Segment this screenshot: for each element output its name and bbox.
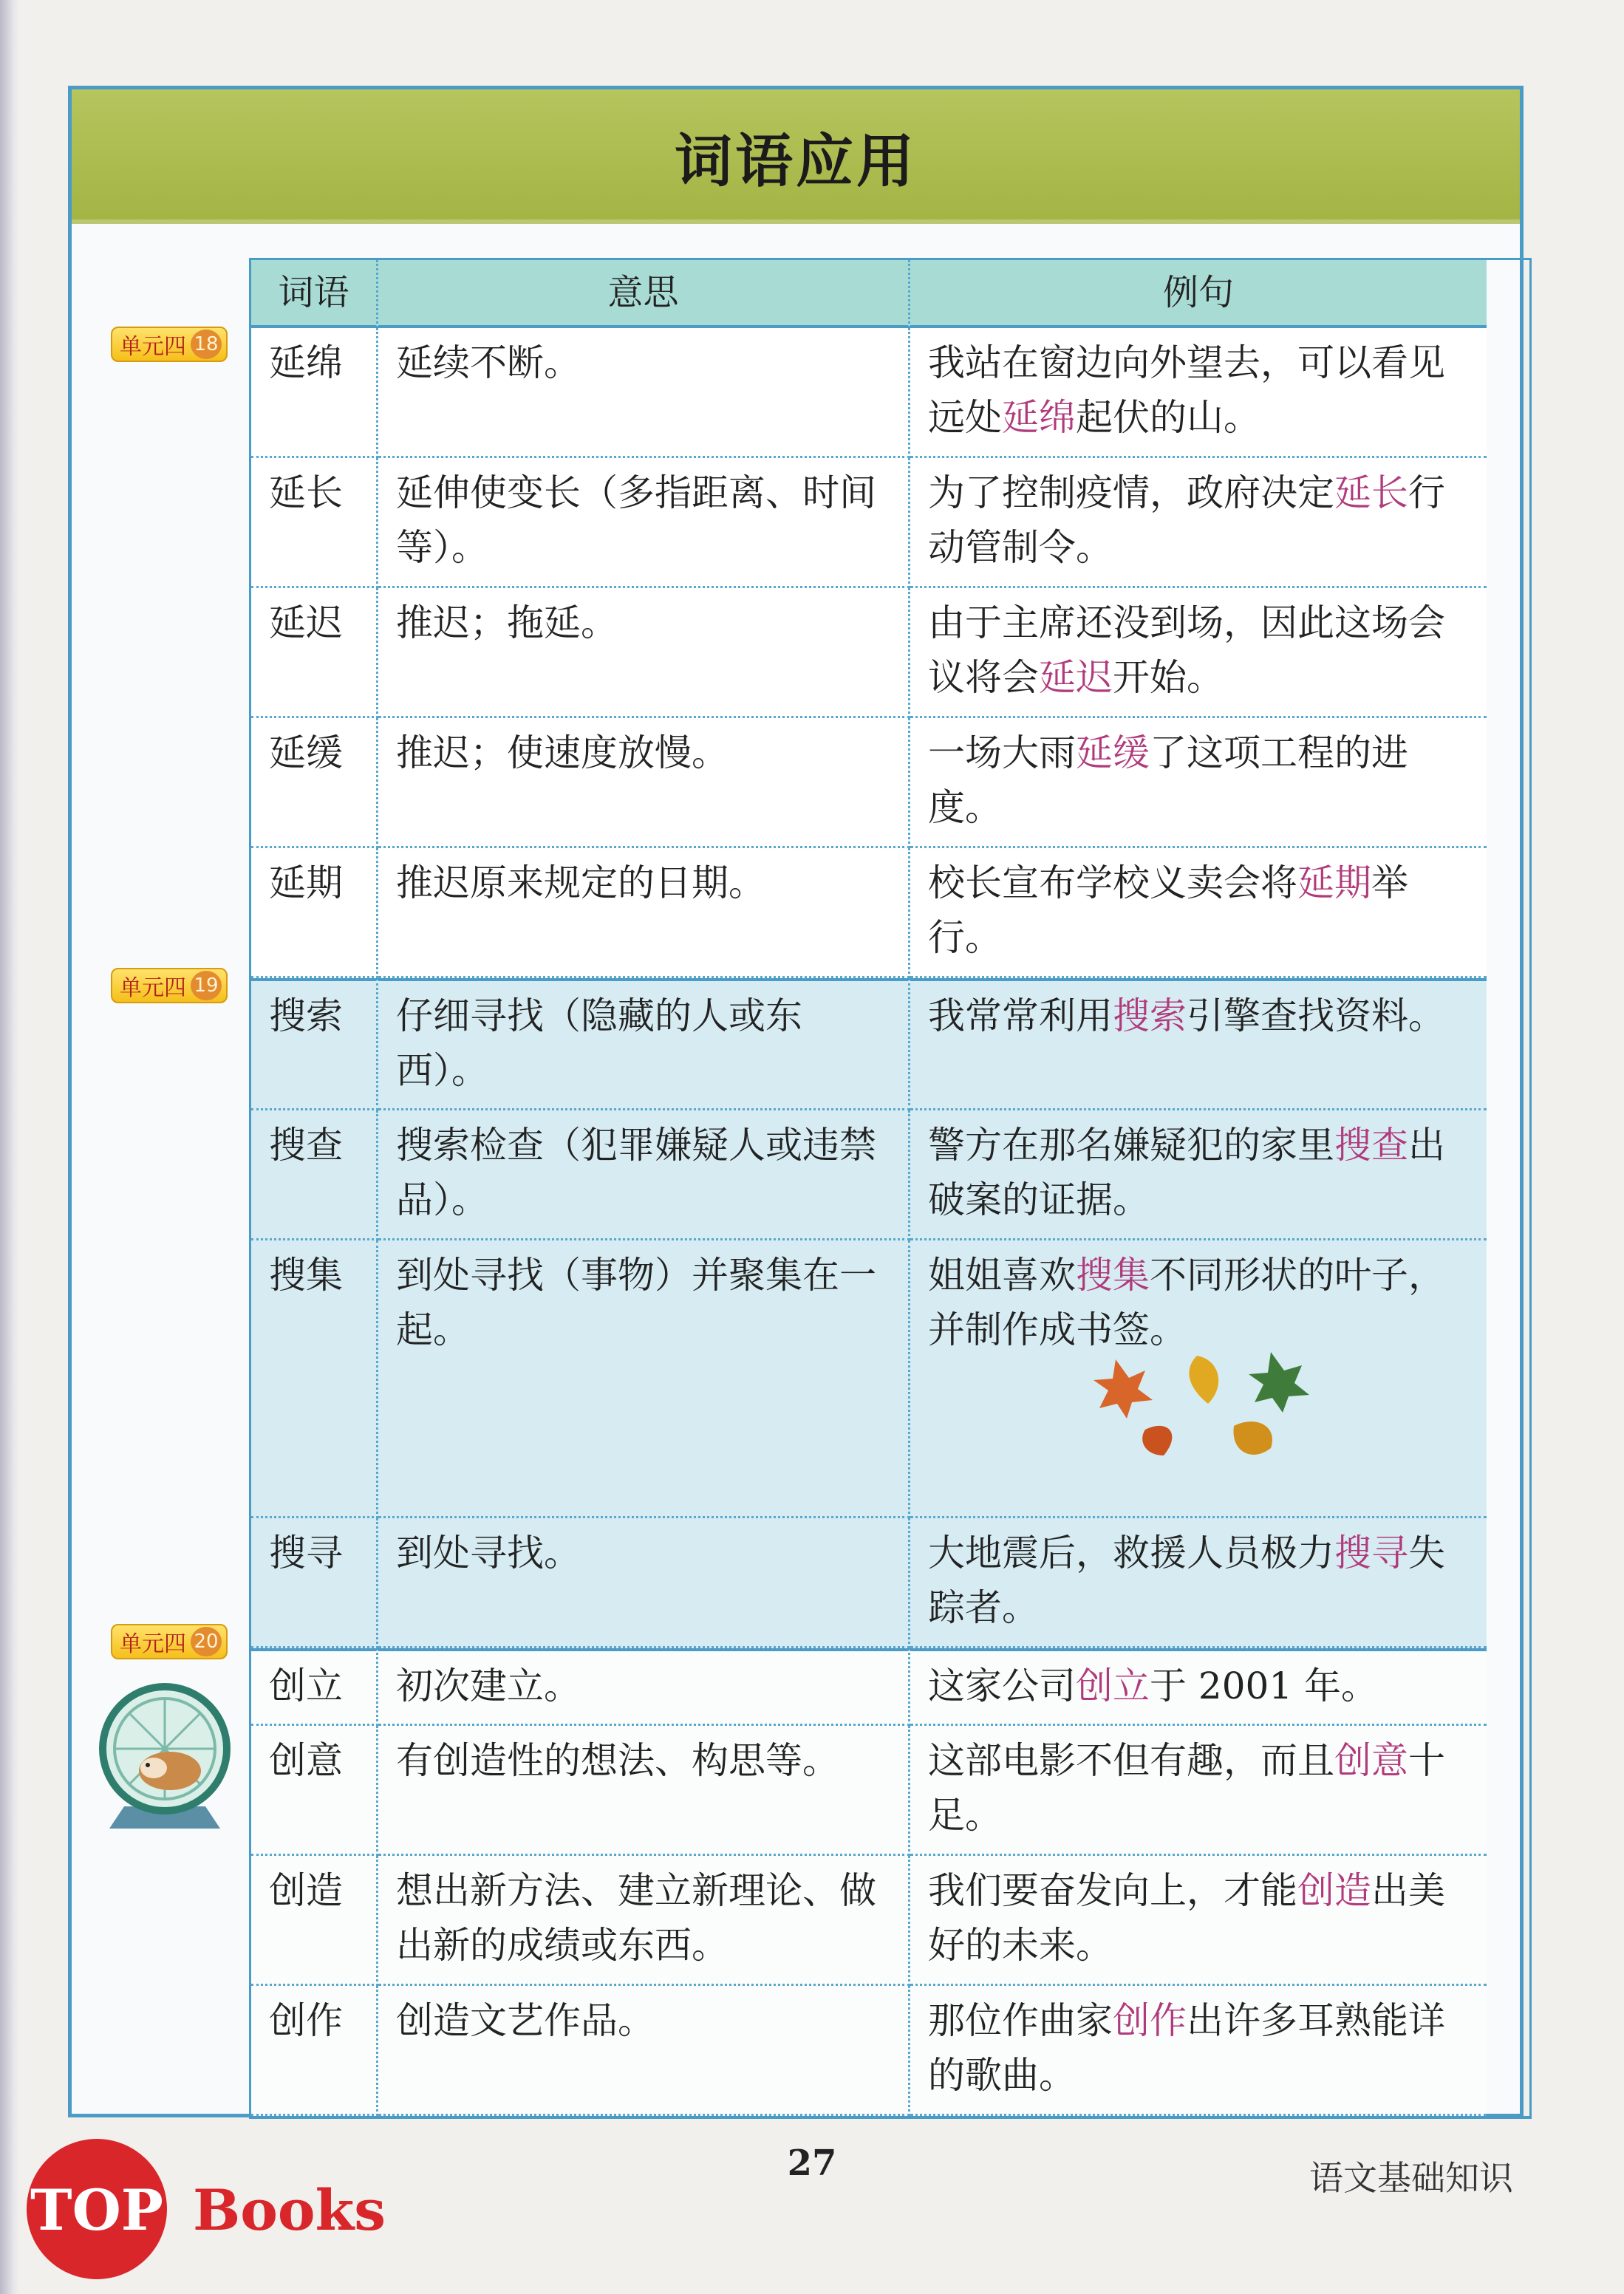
example-text: 起伏的山。 [1076,396,1260,439]
example-text: 失踪者。 [928,1532,1445,1629]
meaning-cell: 推迟原来规定的日期。 [378,848,910,978]
example-highlight: 创立 [1076,1665,1150,1707]
example-cell [910,458,1487,588]
example-highlight: 搜集 [1076,1254,1150,1297]
meaning-cell: 创造文艺作品。 [378,1986,910,2116]
content-frame [68,86,1524,2117]
term-cell: 延期 [251,848,378,978]
unit-number: 18 [191,330,222,359]
unit-number: 20 [191,1627,222,1656]
example-highlight: 延绵 [1002,396,1076,439]
meaning-cell: 有创造性的想法、构思等。 [378,1726,910,1856]
example-text: 校长宣布学校义卖会将 [928,861,1297,904]
example-highlight: 延缓 [1076,731,1150,774]
example-cell [910,1518,1487,1648]
example-text: 于 2001 年。 [1150,1665,1379,1707]
vocabulary-table [249,258,1532,2119]
book-title: 语文基础知识 [1309,2158,1513,2198]
example-text: 这家公司 [928,1665,1076,1707]
unit-tag-18 [111,327,228,362]
meaning-cell: 推迟；拖延。 [378,588,910,718]
meaning-cell: 搜索检查（犯罪嫌疑人或违禁品）。 [378,1110,910,1240]
example-cell [910,718,1487,848]
example-text: 出破案的证据。 [928,1124,1445,1221]
page-title: 词语应用 [674,129,917,195]
unit-label: 单元四 [120,975,186,1001]
autumn-leaves-icon [1086,1345,1330,1470]
unit-tag-19 [111,968,228,1003]
unit-tag-20 [111,1624,228,1659]
header-word: 词语 [251,260,378,328]
meaning-cell: 到处寻找。 [378,1518,910,1648]
term-cell: 搜集 [251,1240,378,1518]
example-text: 十足。 [928,1739,1445,1837]
example-highlight: 搜索 [1113,994,1187,1037]
example-highlight: 搜寻 [1334,1532,1408,1574]
example-text: 行动管制令。 [928,471,1445,569]
example-text: 出许多耳熟能详的歌曲。 [928,1999,1445,2097]
term-cell: 延长 [251,458,378,588]
page-number: 27 [787,2143,837,2184]
example-text: 警方在那名嫌疑犯的家里 [928,1124,1334,1167]
example-cell [910,1856,1487,1986]
example-text: 由于主席还没到场，因此这场会议将会 [928,601,1445,699]
example-text: 姐姐喜欢 [928,1254,1076,1297]
example-text: 我常常利用 [928,994,1113,1037]
meaning-cell: 延续不断。 [378,328,910,458]
example-text: 我们要奋发向上，才能 [928,1869,1297,1912]
term-cell: 延缓 [251,718,378,848]
example-cell [910,328,1487,458]
example-text: 了这项工程的进度。 [928,731,1408,829]
example-text: 这部电影不但有趣，而且 [928,1739,1334,1782]
example-highlight: 延期 [1297,861,1371,904]
example-cell [910,978,1487,1110]
example-text: 出美好的未来。 [928,1869,1445,1967]
term-cell: 创意 [251,1726,378,1856]
term-cell: 创作 [251,1986,378,2116]
term-cell: 创立 [251,1648,378,1726]
header-meaning: 意思 [378,260,910,328]
meaning-cell: 仔细寻找（隐藏的人或东西）。 [378,978,910,1110]
example-text: 我站在窗边向外望去，可以看见远处 [928,341,1445,439]
example-highlight: 创造 [1297,1869,1371,1912]
example-highlight: 搜查 [1334,1124,1408,1167]
example-highlight: 创作 [1113,1999,1187,2042]
example-text: 举行。 [928,861,1408,959]
header-example: 例句 [910,260,1487,328]
example-highlight: 延迟 [1039,656,1113,699]
example-cell [910,1726,1487,1856]
example-cell [910,1648,1487,1726]
term-cell: 搜索 [251,978,378,1110]
example-cell [910,1986,1487,2116]
topbooks-logo [27,2135,396,2283]
meaning-cell: 推迟；使速度放慢。 [378,718,910,848]
term-cell: 搜寻 [251,1518,378,1648]
title-bar [72,89,1520,224]
example-cell [910,1110,1487,1240]
logo-books-text: Books [193,2177,386,2243]
term-cell: 延绵 [251,328,378,458]
example-text: 大地震后，救援人员极力 [928,1532,1334,1574]
example-highlight: 创意 [1334,1739,1408,1782]
term-cell: 搜查 [251,1110,378,1240]
example-text: 为了控制疫情，政府决定 [928,471,1334,514]
meaning-cell: 延伸使变长（多指距离、时间等）。 [378,458,910,588]
example-text: 那位作曲家 [928,1999,1113,2042]
hamster-wheel-icon [87,1681,242,1829]
example-cell [910,848,1487,978]
meaning-cell: 到处寻找（事物）并聚集在一起。 [378,1240,910,1518]
example-text: 引擎查找资料。 [1187,994,1445,1037]
example-text: 开始。 [1113,656,1224,699]
logo-top-text: TOP [30,2177,163,2243]
meaning-cell: 想出新方法、建立新理论、做出新的成绩或东西。 [378,1856,910,1986]
unit-label: 单元四 [120,1631,186,1657]
term-cell: 创造 [251,1856,378,1986]
example-cell [910,588,1487,718]
example-text: 不同形状的叶子，并制作成书签。 [928,1254,1445,1351]
meaning-cell: 初次建立。 [378,1648,910,1726]
term-cell: 延迟 [251,588,378,718]
unit-number: 19 [191,971,222,1000]
example-highlight: 延长 [1334,471,1408,514]
unit-label: 单元四 [120,334,186,360]
example-text: 一场大雨 [928,731,1076,774]
book-spine-shadow [0,0,19,2294]
